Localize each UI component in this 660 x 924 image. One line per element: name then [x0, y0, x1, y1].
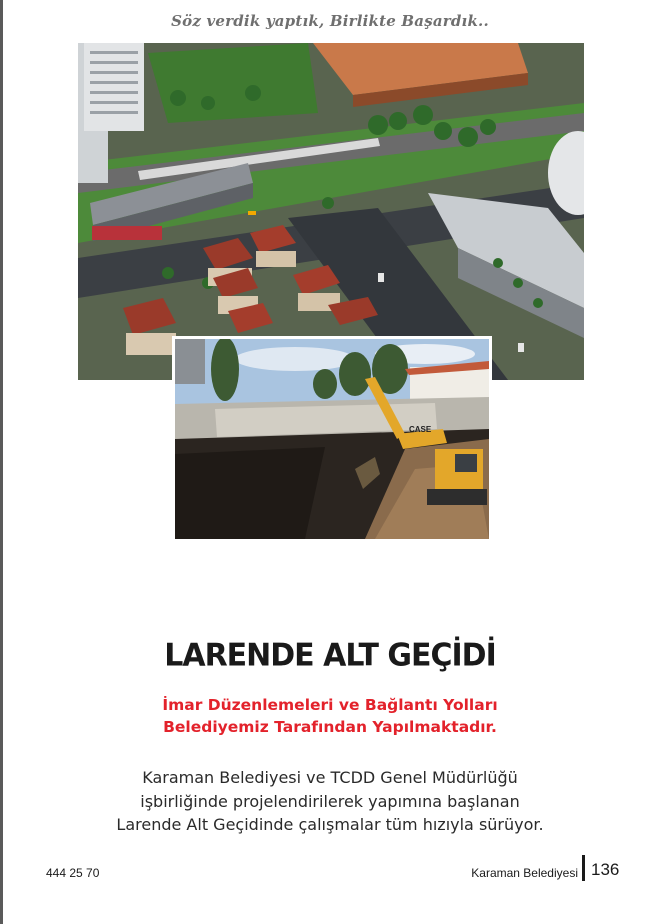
photo-logo-text: CASE	[409, 425, 432, 434]
footer-phone: 444 25 70	[46, 866, 100, 880]
page-title: LARENDE ALT GEÇİDİ	[164, 637, 496, 674]
page-number: 136	[591, 860, 620, 879]
construction-photo-image	[172, 336, 492, 542]
article-subtitle	[0, 694, 660, 738]
header-slogan: Söz verdik yaptık, Birlikte Başardık..	[171, 12, 489, 30]
subtitle-line: Belediyemiz Tarafından Yapılmaktadır.	[163, 718, 497, 736]
body-line: işbirliğinde projelendirilerek yapımına başlanan	[140, 791, 520, 811]
body-line: Karaman Belediyesi ve TCDD Genel Müdürlüğü	[142, 768, 518, 787]
aerial-render-image	[78, 43, 584, 380]
article-body	[0, 766, 660, 837]
footer-divider	[582, 855, 585, 881]
body-line: Larende Alt Geçidinde çalışmalar tüm hızıyla sürüyor.	[116, 815, 544, 834]
subtitle-line: İmar Düzenlemeleri ve Bağlantı Yolları	[162, 696, 498, 714]
footer-brand: Karaman Belediyesi	[471, 866, 578, 880]
